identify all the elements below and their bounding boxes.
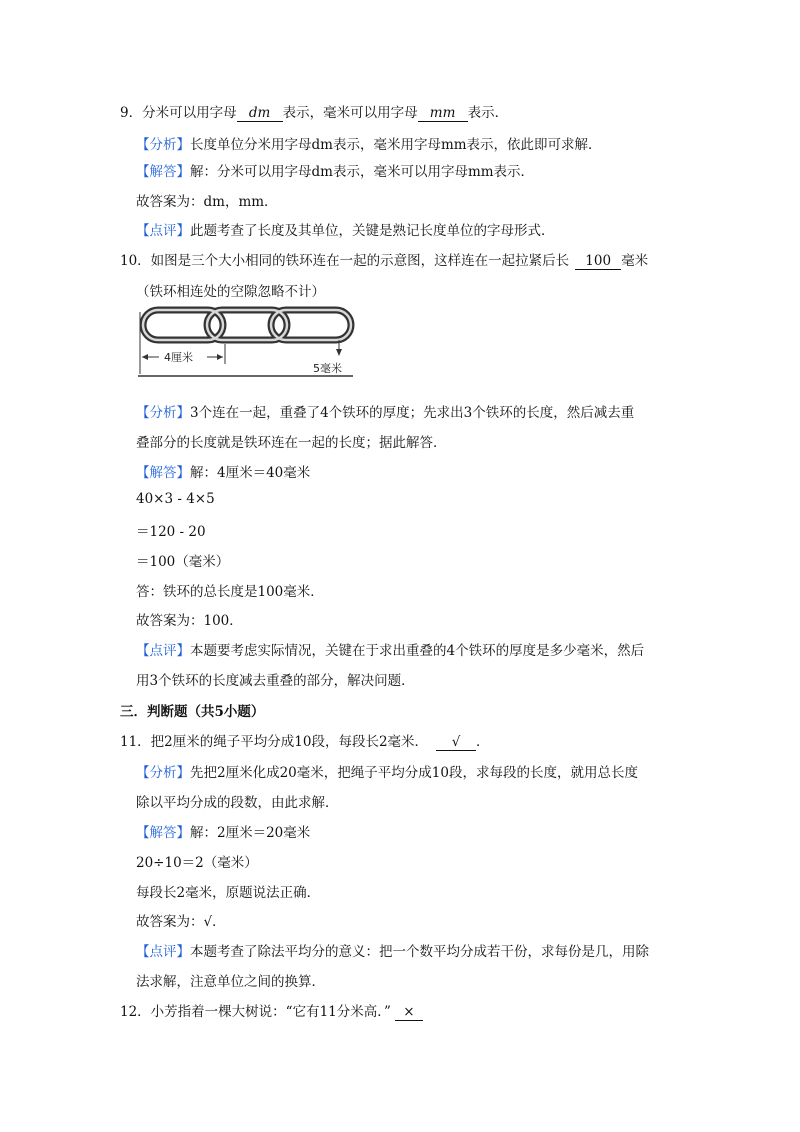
solution-tag: 【解答】 xyxy=(136,164,190,180)
section-3-title: 三．判断题（共5小题） xyxy=(120,704,265,720)
q9-question xyxy=(120,101,508,122)
q12-prefix: 12．小芳指着一棵大树说：“它有11分米高．” xyxy=(120,1004,391,1020)
analysis-tag: 【分析】 xyxy=(136,405,190,421)
q10-analysis-2: 叠部分的长度就是铁环连在一起的长度；据此解答． xyxy=(136,435,447,451)
q11-comment-2: 法求解，注意单位之间的换算． xyxy=(136,974,325,990)
q11-solution-1 xyxy=(136,821,310,841)
q9-answer: 故答案为：dm，mm． xyxy=(136,194,278,210)
q9-suffix: 表示． xyxy=(467,105,509,121)
q10-answer: 故答案为：100． xyxy=(136,613,243,629)
q9-solution-text: 解：分米可以用字母dm表示，毫米可以用字母mm表示． xyxy=(190,164,535,180)
q9-comment-text: 此题考查了长度及其单位，关键是熟记长度单位的字母形式． xyxy=(190,223,555,239)
q11-calc-1: 20÷10＝2（毫米） xyxy=(136,855,258,871)
q10-calc-1: 40×3 - 4×5 xyxy=(136,491,215,507)
thickness-label: 5毫米 xyxy=(313,362,342,375)
analysis-tag: 【分析】 xyxy=(136,137,190,153)
q11-comment-1 xyxy=(136,940,649,960)
q11-blank: √ xyxy=(436,734,476,751)
arrowhead-left xyxy=(142,354,148,360)
q10-prefix: 10．如图是三个大小相同的铁环连在一起的示意图，这样连在一起拉紧后长 xyxy=(120,253,570,269)
q10-reply: 答：铁环的总长度是100毫米． xyxy=(136,584,324,600)
q10-blank: 100 xyxy=(575,253,621,270)
solution-tag: 【解答】 xyxy=(136,825,190,841)
left-dimension-label: 4厘米 xyxy=(164,351,193,364)
thickness-arrowhead xyxy=(336,349,342,356)
q11-suffix: ． xyxy=(476,734,490,750)
q9-analysis xyxy=(136,133,602,153)
q10-comment-1 xyxy=(136,639,644,659)
comment-tag: 【点评】 xyxy=(136,223,190,239)
q10-solution-1 xyxy=(136,461,310,481)
q9-prefix: 9．分米可以用字母 xyxy=(120,105,237,121)
q10-calc-3: ＝100（毫米） xyxy=(136,554,230,570)
comment-tag: 【点评】 xyxy=(136,944,190,960)
q11-calc-2: 每段长2毫米，原题说法正确． xyxy=(136,885,321,901)
q11-analysis-1 xyxy=(136,761,638,781)
q11-solution-text-1: 解：2厘米＝20毫米 xyxy=(190,825,311,841)
comment-tag: 【点评】 xyxy=(136,643,190,659)
q11-analysis-2: 除以平均分成的段数，由此求解． xyxy=(136,795,339,811)
q11-prefix: 11．把2厘米的绳子平均分成10段，每段长2毫米． xyxy=(120,734,429,750)
q10-analysis-text-1: 3个连在一起，重叠了4个铁环的厚度；先求出3个铁环的长度，然后减去重 xyxy=(190,405,635,421)
q11-question xyxy=(120,730,490,751)
analysis-tag: 【分析】 xyxy=(136,765,190,781)
q10-suffix: 毫米 xyxy=(621,253,649,269)
q10-question xyxy=(120,249,648,270)
q9-blank-1: dm xyxy=(237,105,283,122)
q12-question xyxy=(120,1000,423,1021)
q10-comment-2: 用3个铁环的长度减去重叠的部分，解决问题． xyxy=(136,673,415,689)
q11-analysis-text-1: 先把2厘米化成20毫米，把绳子平均分成10段，求每段的长度，就用总长度 xyxy=(190,765,638,781)
q10-comment-text-1: 本题要考虑实际情况，关键在于求出重叠的4个铁环的厚度是多少毫米，然后 xyxy=(190,643,645,659)
q11-answer: 故答案为：√． xyxy=(136,914,226,930)
q12-blank: × xyxy=(395,1004,423,1021)
q9-middle: 表示，毫米可以用字母 xyxy=(282,105,418,121)
arrowhead-right xyxy=(217,354,223,360)
q10-note: （铁环相连处的空隙忽略不计） xyxy=(136,284,325,300)
q9-analysis-text: 长度单位分米用字母dm表示，毫米用字母mm表示，依此即可求解． xyxy=(190,137,602,153)
q10-solution-text-1: 解：4厘米＝40毫米 xyxy=(190,465,311,481)
solution-tag: 【解答】 xyxy=(136,465,190,481)
chain-rings xyxy=(143,310,351,340)
chain-figure xyxy=(135,302,355,382)
q9-blank-2: mm xyxy=(418,105,468,122)
q11-comment-text-1: 本题考查了除法平均分的意义：把一个数平均分成若干份，求每份是几，用除 xyxy=(190,944,649,960)
q9-comment xyxy=(136,219,555,239)
q9-solution xyxy=(136,160,534,180)
q10-analysis-1 xyxy=(136,401,634,421)
q10-calc-2: ＝120 - 20 xyxy=(136,524,206,540)
